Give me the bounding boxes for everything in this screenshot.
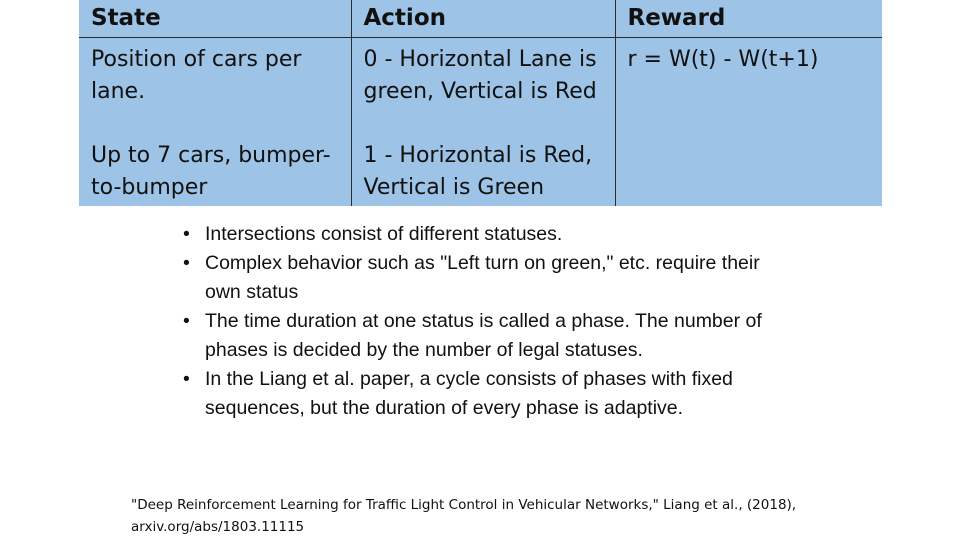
list-item (183, 249, 763, 307)
header-reward: Reward (615, 0, 882, 38)
bullet-marker: • (183, 252, 190, 274)
reward-cell (615, 38, 882, 207)
list-item (183, 220, 763, 249)
header-state: State (79, 0, 351, 38)
header-action: Action (351, 0, 615, 38)
citation-title: "Deep Reinforcement Learning for Traffic Light Control in Vehicular Networks," Liang et al., (2018), (131, 497, 797, 513)
table-row (79, 38, 882, 207)
reward-text: r = W(t) - W(t+1) (627, 47, 819, 72)
action-text-1: 0 - Horizontal Lane is green, Vertical is Red (363, 47, 597, 104)
bullet-marker: • (183, 310, 190, 332)
bullet-list (183, 220, 763, 423)
bullet-text: Complex behavior such as "Left turn on green," etc. require their own status (205, 252, 760, 303)
citation-link: arxiv.org/abs/1803.11115 (131, 519, 305, 535)
state-action-reward-table (79, 0, 882, 206)
action-cell (351, 38, 615, 207)
bullet-text: Intersections consist of different statuses. (205, 223, 563, 245)
state-text-1: Position of cars per lane. (91, 47, 302, 104)
bullet-text: The time duration at one status is called a phase. The number of phases is decided by the number of legal statuses. (205, 310, 762, 361)
list-item (183, 307, 763, 365)
list-item (183, 365, 763, 423)
table-header-row (79, 0, 882, 38)
bullet-text: In the Liang et al. paper, a cycle consists of phases with fixed sequences, but the duration of every phase is adaptive. (205, 368, 733, 419)
bullet-marker: • (183, 223, 190, 245)
bullet-marker: • (183, 368, 190, 390)
action-text-2: 1 - Horizontal is Red, Vertical is Green (363, 143, 593, 200)
state-cell (79, 38, 351, 207)
state-text-2: Up to 7 cars, bumper-to-bumper (91, 143, 331, 200)
citation (131, 494, 891, 538)
